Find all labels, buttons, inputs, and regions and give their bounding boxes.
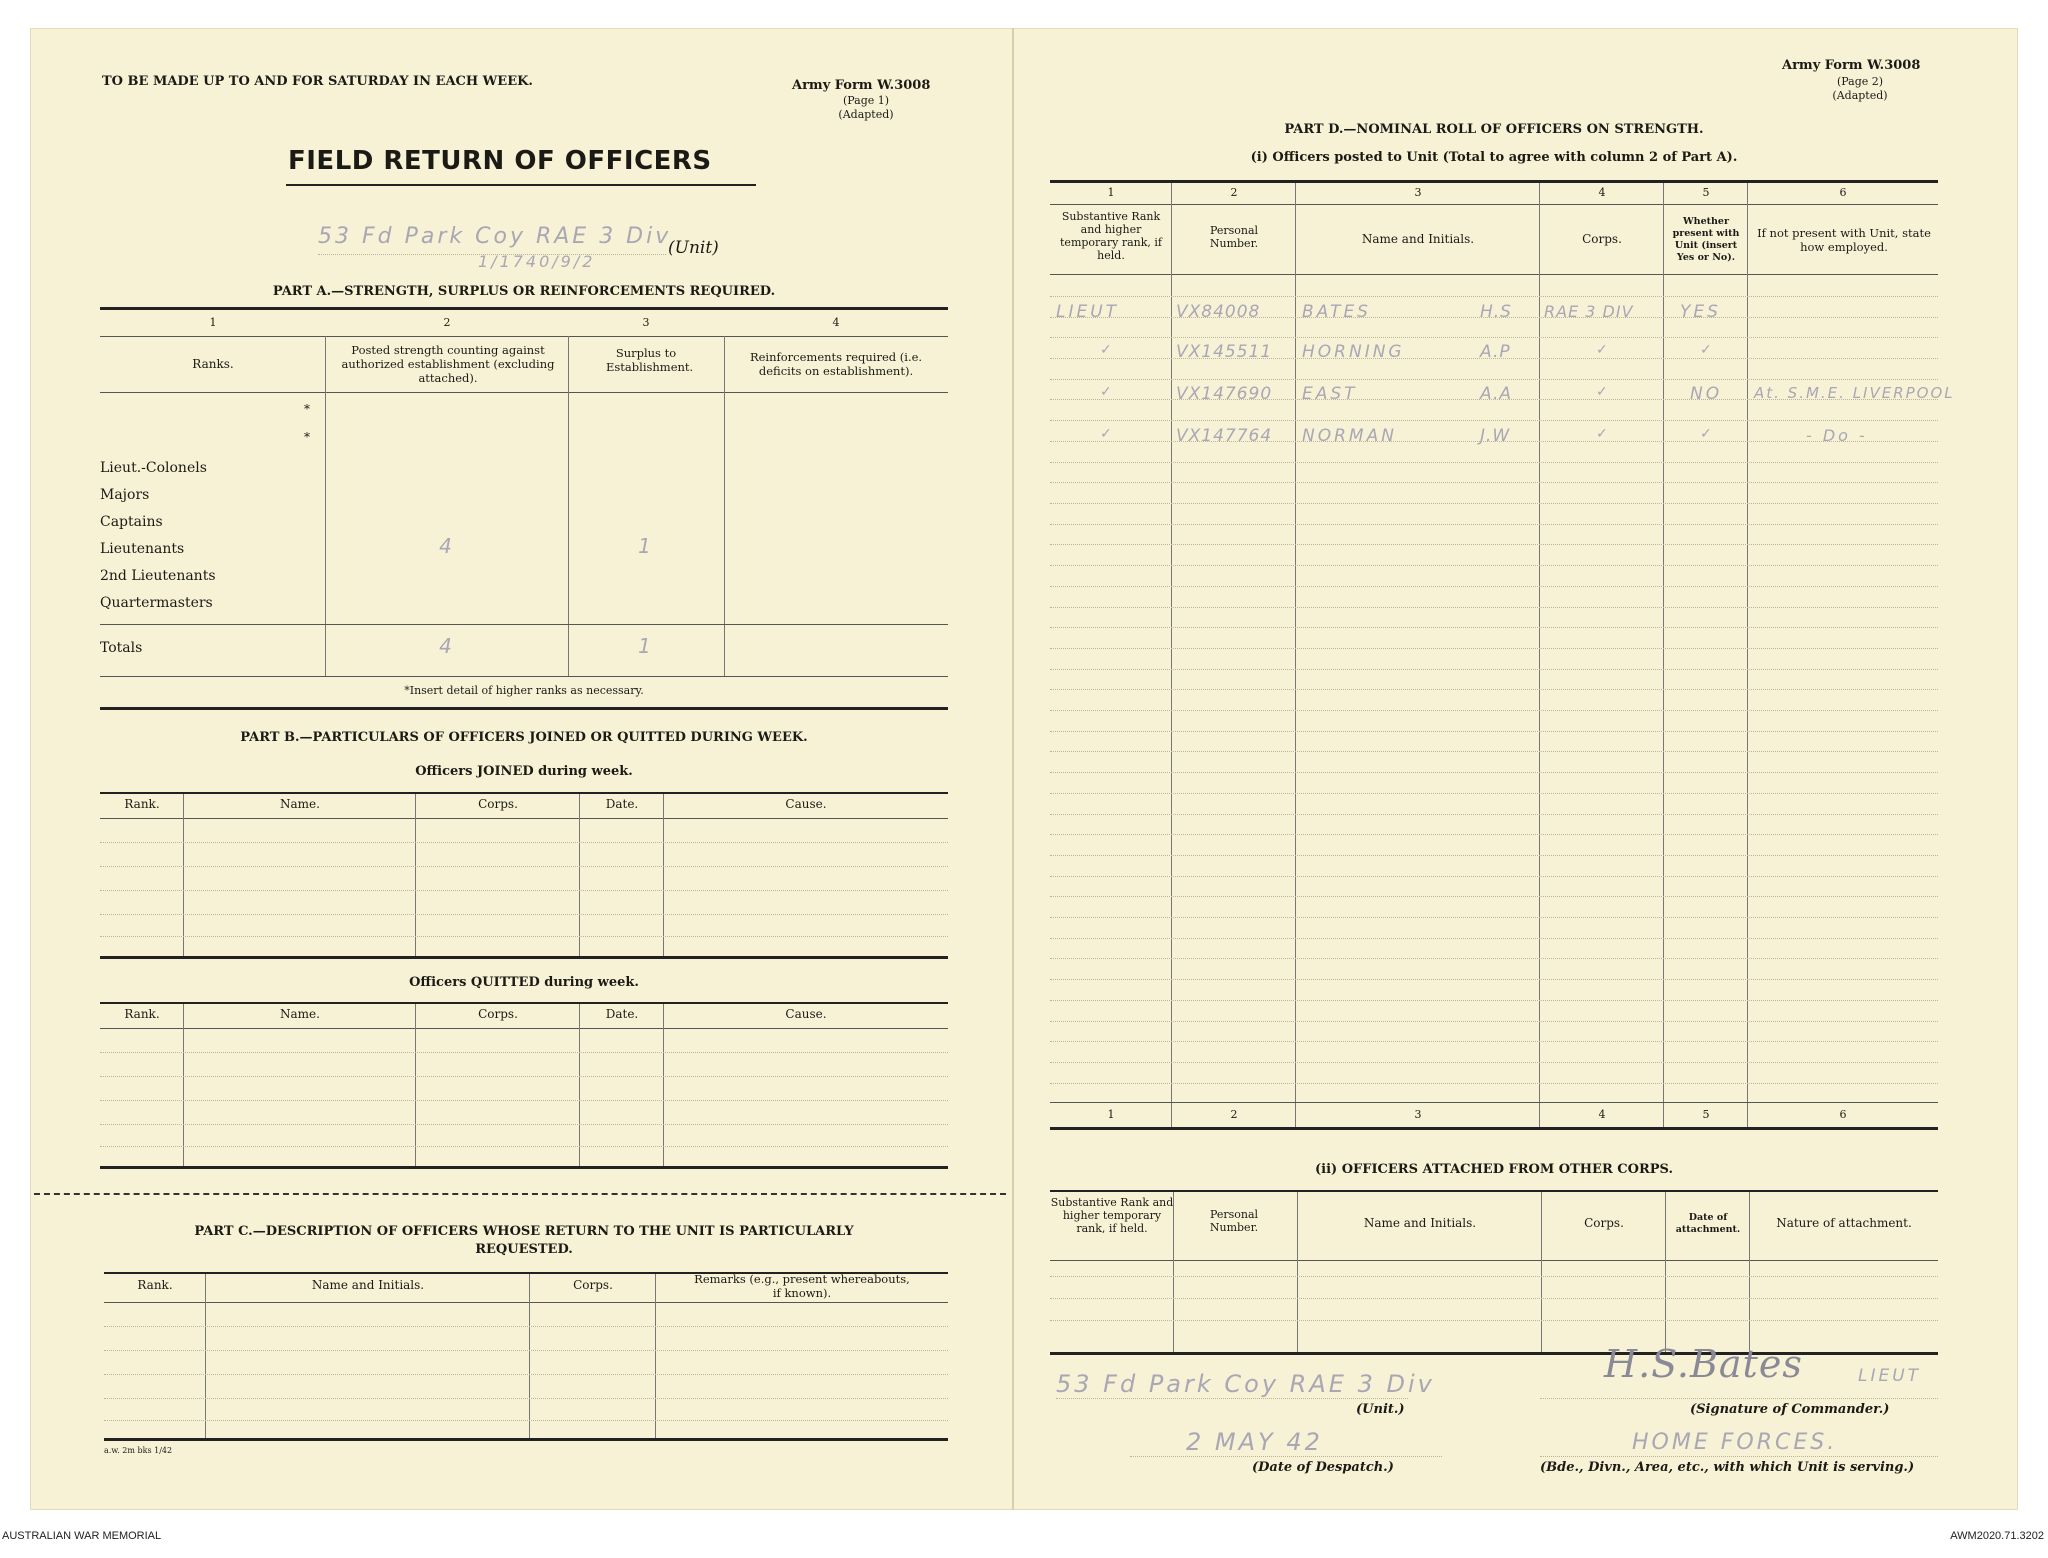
roll-ruled-line	[1050, 689, 1938, 690]
joined-col-cause: Cause.	[785, 797, 827, 811]
roll-ruled-line	[1050, 710, 1938, 711]
part-a-colnum-3: 3	[642, 316, 650, 329]
roll-row-4-corps: ✓	[1596, 426, 1611, 442]
roll-row-1-corps: RAE 3 DIV	[1544, 302, 1634, 321]
footer-left: AUSTRALIAN WAR MEMORIAL	[2, 1530, 162, 1542]
attached-heading: (ii) OFFICERS ATTACHED FROM OTHER CORPS.	[1314, 1162, 1673, 1177]
roll-row-4-employed: - Do -	[1806, 426, 1868, 445]
roll-row-1-name: BATES	[1302, 302, 1371, 322]
part-a-colnum-2: 2	[443, 316, 451, 329]
totals-surplus-value: 1	[638, 634, 654, 658]
roll-ruled-line	[1050, 1062, 1938, 1063]
lieutenants-surplus-value: 1	[638, 534, 654, 558]
roll-row-3-employed: At. S.M.E. LIVERPOOL	[1754, 384, 1955, 402]
rank-lieutenants: Lieutenants	[100, 541, 185, 557]
despatch-label: (Date of Despatch.)	[1252, 1460, 1394, 1475]
roll-ruled-line	[1050, 607, 1938, 608]
part-d-colnum-2: 2	[1230, 186, 1238, 199]
roll-ruled-line	[1050, 938, 1938, 939]
part-d-header-name: Name and Initials.	[1361, 232, 1475, 246]
roll-ruled-line	[1050, 544, 1938, 545]
attached-col-nature: Nature of attachment.	[1776, 1216, 1912, 1230]
adapted-label: (Adapted)	[838, 108, 894, 121]
roll-ruled-line	[1050, 772, 1938, 773]
quitted-col-rank: Rank.	[124, 1007, 160, 1021]
part-d-colnum-1: 1	[1107, 186, 1115, 199]
quitted-heading: Officers QUITTED during week.	[409, 975, 639, 990]
commander-signature: H.S.Bates	[1604, 1342, 1803, 1386]
attached-col-number: Personal Number.	[1209, 1208, 1259, 1234]
roll-ruled-line	[1050, 793, 1938, 794]
roll-ruled-line	[1050, 876, 1938, 877]
part-c-col-remarks: Remarks (e.g., present whereabouts,	[694, 1272, 910, 1286]
roll-ruled-line	[1050, 1083, 1938, 1084]
roll-row-2-corps: ✓	[1596, 342, 1611, 358]
part-d-header-employed: If not present with Unit, state how employed.	[1757, 226, 1931, 254]
roll-ruled-line	[1050, 565, 1938, 566]
roll-ruled-line	[1050, 669, 1938, 670]
part-b-heading: PART B.—PARTICULARS OF OFFICERS JOINED OR QUITTED DURING WEEK.	[240, 730, 808, 745]
unit-label: (Unit)	[668, 238, 719, 258]
roll-ruled-line	[1050, 648, 1938, 649]
roll-ruled-line	[1050, 751, 1938, 752]
page-label-right: (Page 2)	[1836, 75, 1884, 88]
lieutenants-posted-value: 4	[439, 534, 455, 558]
roll-ruled-line	[1050, 524, 1938, 525]
despatch-date: 2 MAY 42	[1186, 1428, 1323, 1456]
part-d-colnum-4: 4	[1598, 186, 1606, 199]
part-c-col-name: Name and Initials.	[311, 1278, 425, 1292]
part-a-header-reinforcements: Reinforcements required (i.e. deficits on establishment).	[749, 350, 923, 378]
roll-row-2-name: HORNING	[1302, 342, 1405, 362]
roll-ruled-line	[1050, 420, 1938, 421]
part-d-header-corps: Corps.	[1582, 232, 1622, 246]
joined-col-name: Name.	[280, 797, 320, 811]
roll-ruled-line	[1050, 482, 1938, 483]
part-d-footnum-4: 4	[1598, 1108, 1606, 1121]
roll-ruled-line	[1050, 1000, 1938, 1001]
serving-label: (Bde., Divn., Area, etc., with which Unit is serving.)	[1540, 1460, 1915, 1475]
roll-row-2-number: VX145511	[1176, 342, 1273, 362]
totals-posted-value: 4	[439, 634, 455, 658]
roll-ruled-line	[1050, 503, 1938, 504]
roll-row-4-name: NORMAN	[1302, 426, 1397, 446]
roll-row-3-rank: ✓	[1100, 384, 1115, 400]
star-row-2: *	[304, 430, 310, 444]
roll-row-1-initials: H.S	[1480, 302, 1512, 322]
part-a-colnum-1: 1	[209, 316, 217, 329]
roll-row-4-number: VX147764	[1176, 426, 1273, 446]
part-d-footnum-6: 6	[1839, 1108, 1847, 1121]
page-label: (Page 1)	[842, 94, 890, 107]
part-d-header-number: Personal Number.	[1209, 224, 1259, 250]
roll-ruled-line	[1050, 855, 1938, 856]
joined-col-date: Date.	[605, 797, 639, 811]
joined-col-corps: Corps.	[478, 797, 518, 811]
roll-ruled-line	[1050, 379, 1938, 380]
part-d-colnum-6: 6	[1839, 186, 1847, 199]
quitted-col-cause: Cause.	[785, 1007, 827, 1021]
star-row-1: *	[304, 402, 310, 416]
roll-row-1-rank: LIEUT	[1056, 302, 1120, 322]
roll-row-1-present: YES	[1680, 302, 1721, 322]
part-c-col-corps: Corps.	[573, 1278, 613, 1292]
roll-ruled-line	[1050, 979, 1938, 980]
roll-ruled-line	[1050, 814, 1938, 815]
roll-row-4-present: ✓	[1700, 426, 1715, 442]
signature-label: (Signature of Commander.)	[1690, 1402, 1890, 1417]
unit-label-right: (Unit.)	[1356, 1402, 1405, 1417]
part-a-header-surplus: Surplus to Establishment.	[606, 346, 694, 374]
roll-row-3-name: EAST	[1302, 384, 1358, 404]
roll-row-4-rank: ✓	[1100, 426, 1115, 442]
serving-with: HOME FORCES.	[1632, 1430, 1838, 1455]
part-d-subheading: (i) Officers posted to Unit (Total to agree with column 2 of Part A).	[1250, 150, 1738, 165]
rank-quartermasters: Quartermasters	[100, 595, 213, 611]
roll-row-2-rank: ✓	[1100, 342, 1115, 358]
rank-2nd-lieutenants: 2nd Lieutenants	[100, 568, 216, 584]
attached-col-rank: Substantive Rank and higher temporary rank, if held.	[1050, 1196, 1174, 1235]
roll-row-3-corps: ✓	[1596, 384, 1611, 400]
page-title: FIELD RETURN OF OFFICERS	[288, 146, 712, 176]
roll-ruled-line	[1050, 627, 1938, 628]
attached-col-date: Date of attachment.	[1675, 1212, 1741, 1235]
rank-captains: Captains	[100, 514, 163, 530]
roll-row-3-number: VX147690	[1176, 384, 1273, 404]
roll-ruled-line	[1050, 296, 1938, 297]
part-d-footnum-1: 1	[1107, 1108, 1115, 1121]
rank-majors: Majors	[100, 487, 150, 503]
part-d-heading: PART D.—NOMINAL ROLL OF OFFICERS ON STRENGTH.	[1284, 122, 1704, 137]
instruction-text: TO BE MADE UP TO AND FOR SATURDAY IN EACH WEEK.	[102, 74, 533, 89]
roll-row-3-present: NO	[1690, 384, 1723, 404]
part-a-header-ranks: Ranks.	[192, 357, 234, 371]
roll-row-2-present: ✓	[1700, 342, 1715, 358]
roll-ruled-line	[1050, 1021, 1938, 1022]
part-c-heading: PART C.—DESCRIPTION OF OFFICERS WHOSE RETURN TO THE UNIT IS PARTICULARLY	[194, 1224, 854, 1239]
form-number-right: Army Form W.3008	[1782, 58, 1921, 73]
unit-ref-handwritten: 1/1740/9/2	[478, 252, 596, 271]
quitted-col-date: Date.	[605, 1007, 639, 1021]
print-code: a.w. 2m bks 1/42	[104, 1446, 173, 1455]
attached-col-name: Name and Initials.	[1363, 1216, 1477, 1230]
adapted-label-right: (Adapted)	[1832, 89, 1888, 102]
part-d-footnum-5: 5	[1702, 1108, 1710, 1121]
totals-label: Totals	[100, 640, 143, 656]
part-c-heading-line2: REQUESTED.	[475, 1242, 573, 1257]
rank-lieut-colonels: Lieut.-Colonels	[100, 460, 207, 476]
footer-right: AWM2020.71.3202	[1950, 1530, 2044, 1542]
part-d-header-present: Whether present with Unit (insert Yes or No).	[1672, 216, 1740, 263]
roll-ruled-line	[1050, 1041, 1938, 1042]
roll-row-4-initials: J.W	[1480, 426, 1511, 446]
unit-handwritten-right: 53 Fd Park Coy RAE 3 Div	[1056, 1370, 1435, 1398]
part-a-heading: PART A.—STRENGTH, SURPLUS OR REINFORCEMENTS REQUIRED.	[272, 284, 776, 299]
unit-handwritten: 53 Fd Park Coy RAE 3 Div	[318, 224, 672, 249]
roll-ruled-line	[1050, 586, 1938, 587]
part-d-colnum-5: 5	[1702, 186, 1710, 199]
form-number: Army Form W.3008	[792, 78, 931, 93]
part-a-header-posted: Posted strength counting against authorized establishment (excluding attached).	[341, 343, 555, 385]
part-c-col-remarks-line2: if known).	[772, 1286, 832, 1300]
part-a-footnote: *Insert detail of higher ranks as necessary.	[404, 684, 644, 697]
attached-col-corps: Corps.	[1584, 1216, 1624, 1230]
roll-ruled-line	[1050, 958, 1938, 959]
roll-row-3-initials: A.A	[1480, 384, 1512, 404]
commander-rank: LIEUT	[1858, 1366, 1922, 1386]
roll-ruled-line	[1050, 462, 1938, 463]
part-d-footnum-3: 3	[1414, 1108, 1422, 1121]
roll-ruled-line	[1050, 834, 1938, 835]
roll-ruled-line	[1050, 337, 1938, 338]
roll-row-1-number: VX84008	[1176, 302, 1261, 322]
roll-row-2-initials: A.P	[1480, 342, 1511, 362]
part-d-footnum-2: 2	[1230, 1108, 1238, 1121]
part-c-col-rank: Rank.	[137, 1278, 173, 1292]
page-fold	[1012, 28, 1014, 1510]
joined-col-rank: Rank.	[124, 797, 160, 811]
part-d-colnum-3: 3	[1414, 186, 1422, 199]
roll-ruled-line	[1050, 731, 1938, 732]
quitted-col-corps: Corps.	[478, 1007, 518, 1021]
part-d-header-rank: Substantive Rank and higher temporary rank, if held.	[1060, 210, 1162, 262]
roll-ruled-line	[1050, 896, 1938, 897]
part-a-colnum-4: 4	[832, 316, 840, 329]
joined-heading: Officers JOINED during week.	[415, 764, 633, 779]
quitted-col-name: Name.	[280, 1007, 320, 1021]
roll-ruled-line	[1050, 917, 1938, 918]
